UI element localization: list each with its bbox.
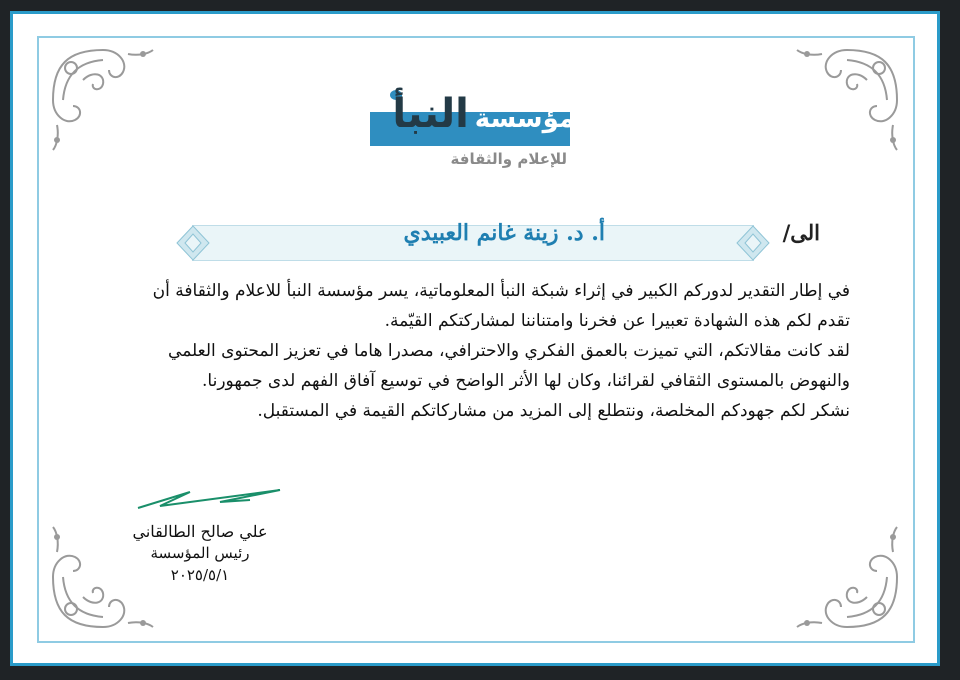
recipient-name: أ. د. زينة غانم العبيدي — [403, 220, 605, 246]
corner-ornament-icon — [43, 40, 163, 160]
organization-logo — [370, 84, 575, 174]
body-line: والنهوض بالمستوى الثقافي لقرائنا، وكان لها الأثر الواضح في توسيع آفاق الفهم لدى جمهورنا. — [202, 371, 850, 391]
logo-name — [392, 84, 575, 149]
logo-tagline: للإعلام والثقافة — [450, 150, 567, 168]
body-line: تقدم لكم هذه الشهادة تعبيرا عن فخرنا وامتناننا لمشاركتكم القيّمة. — [384, 311, 850, 331]
certificate-body — [90, 276, 850, 426]
corner-ornament-icon — [787, 40, 907, 160]
signatory-title: رئيس المؤسسة — [150, 544, 250, 562]
logo-name-second: النبأ — [392, 91, 469, 137]
signature-date: ٢٠٢٥/٥/١ — [170, 566, 230, 584]
body-line: في إطار التقدير لدوركم الكبير في إثراء شبكة النبأ المعلوماتية، يسر مؤسسة النبأ للاعلام والثقافة أن — [152, 281, 850, 301]
logo-name-first: مؤسسة — [474, 104, 575, 134]
banner-ornament-icon — [175, 222, 211, 264]
body-line: نشكر لكم جهودكم المخلصة، ونتطلع إلى المزيد من مشاركاتكم القيمة في المستقبل. — [257, 401, 850, 421]
recipient-prefix: الى/ — [782, 220, 820, 245]
banner-ornament-icon — [735, 222, 771, 264]
corner-ornament-icon — [787, 517, 907, 637]
signatory-name: علي صالح الطالقاني — [132, 522, 268, 541]
body-line: لقد كانت مقالاتكم، التي تميزت بالعمق الفكري والاحترافي، مصدرا هاما في تعزيز المحتوى العلمي — [168, 341, 850, 361]
